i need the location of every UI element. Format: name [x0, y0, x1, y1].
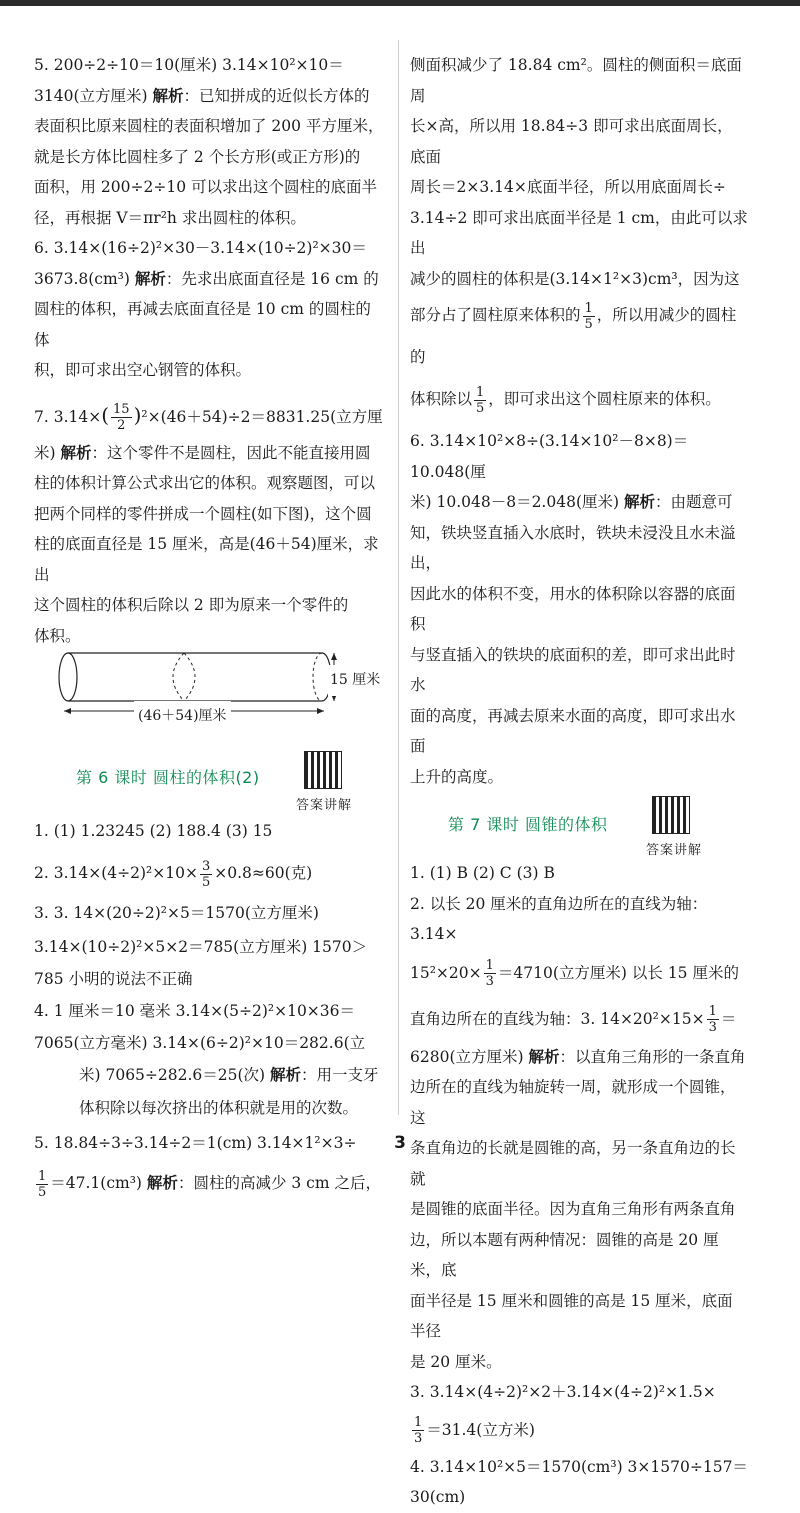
- answer-6: [410, 426, 748, 792]
- column-divider: [398, 40, 399, 1115]
- text-line: 30(cm): [410, 1488, 466, 1506]
- text-line: 3. 3.14×(4÷2)²×2＋3.14×(4÷2)²×1.5×: [410, 1383, 716, 1401]
- qr-code-icon[interactable]: [652, 796, 690, 834]
- text-line: 积，即可求出空心钢管的体积。: [34, 361, 252, 379]
- text-line: 与竖直插入的铁块的底面积的差，即可求出此时水: [410, 645, 736, 694]
- text-line: 周长＝2×3.14×底面半径，所以用底面周长÷: [410, 178, 726, 196]
- text-line: 1. (1) 1.23245 (2) 188.4 (3) 15: [34, 822, 273, 840]
- text-line: 部分占了圆柱原来体积的 $\frac{1}{5}$ ，所以用减少的圆柱的: [410, 300, 737, 366]
- text-line: 侧面积减少了 18.84 cm²。圆柱的侧面积＝底面周: [410, 56, 742, 105]
- answer-5-continued: [410, 50, 748, 420]
- text-line: 3673.8(cm³) 解析：先求出底面直径是 16 cm 的: [34, 269, 379, 288]
- page-number: 3: [394, 1133, 406, 1153]
- section-7-header: [410, 794, 748, 856]
- text-line: 4. 1 厘米＝10 毫米 3.14×(5÷2)²×10×36＝: [34, 1002, 356, 1020]
- text-line: 米) 10.048－8＝2.048(厘米) 解析：由题意可: [410, 493, 733, 511]
- text-line: 15²×20× $\frac{1}{3}$ ＝4710(立方厘米) 以长 15 厘米的: [410, 958, 739, 989]
- qr-label: 答案讲解: [296, 798, 353, 813]
- text-line: 柱的体积计算公式求出它的体积。观察题图，可以: [34, 474, 376, 492]
- height-label: 15 厘米: [328, 665, 382, 696]
- text-line: 6. 3.14×(16÷2)²×30－3.14×(10÷2)²×30＝: [34, 239, 367, 257]
- text-line: 体积除以每次挤出的体积就是用的次数。: [79, 1099, 359, 1117]
- text-line: 4. 3.14×10²×5＝1570(cm³) 3×1570÷157＝: [410, 1457, 748, 1476]
- fraction: $\frac{15}{2}$: [113, 402, 130, 433]
- text-line: 5. 200÷2÷10＝10(厘米) 3.14×10²×10＝: [34, 56, 344, 74]
- text-line: 边，所以本题有两种情况：圆锥的高是 20 厘米，底: [410, 1230, 719, 1279]
- text-line: 径，再根据 V＝πr²h 求出圆柱的体积。: [34, 208, 306, 227]
- text-line: 表面积比原来圆柱的表面积增加了 200 平方厘米，: [34, 117, 384, 135]
- text-line: 这个圆柱的体积后除以 2 即为原来一个零件的: [34, 596, 349, 614]
- text-line: 就是长方体比圆柱多了 2 个长方形(或正方形)的: [34, 147, 361, 166]
- text-line: 5. 18.84÷3÷3.14÷2＝1(cm) 3.14×1²×3÷: [34, 1134, 357, 1152]
- fraction: $\frac{1}{3}$: [485, 958, 494, 989]
- text-line: 减少的圆柱的体积是(3.14×1²×3)cm³，因为这: [410, 269, 740, 288]
- text-line: 条直角边的长就是圆锥的高，另一条直角边的长就: [410, 1139, 736, 1188]
- text-line: 米) 7065÷282.6＝25(次) 解析：用一支牙: [79, 1066, 379, 1084]
- text-line: 把两个同样的零件拼成一个圆柱(如下图)，这个圆: [34, 504, 372, 523]
- text-line: 面半径是 15 厘米和圆锥的高是 15 厘米，底面半径: [410, 1291, 733, 1340]
- text-line: 3. 3. 14×(20÷2)²×5＝1570(立方厘米): [34, 904, 319, 922]
- text-line: 直角边所在的直线为轴：3. 14×20²×15× $\frac{1}{3}$ ＝: [410, 1004, 737, 1035]
- text-line: 面积，用 200÷2÷10 可以求出这个圆柱的底面半: [34, 178, 377, 196]
- length-label: (46＋54)厘米: [134, 701, 231, 732]
- text-line: 面的高度，再减去原来水面的高度，即可求出水面: [410, 706, 736, 755]
- section-title: 第 6 课时 圆柱的体积(2): [76, 768, 260, 787]
- left-column: [34, 50, 386, 1205]
- cylinder-diagram: [34, 651, 386, 741]
- text-line: $\frac{1}{3}$ ＝31.4(立方米): [414, 1415, 535, 1446]
- text-line: 785 小明的说法不正确: [34, 970, 193, 988]
- fraction: $\frac{1}{3}$: [414, 1415, 423, 1446]
- text-line: 体积除以 $\frac{1}{5}$ ，即可求出这个圆柱原来的体积。: [410, 384, 721, 416]
- text-line: $\frac{1}{5}$ ＝47.1(cm³) 解析：圆柱的高减少 3 cm 之后，: [38, 1168, 381, 1200]
- text-line: 是圆锥的底面半径。因为直角三角形有两条直角: [410, 1200, 736, 1218]
- answer-5: [34, 50, 386, 233]
- text-line: 1. (1) B (2) C (3) B: [410, 864, 555, 882]
- section-6-header: [34, 747, 386, 813]
- text-line: 3140(立方厘米) 解析：已知拼成的近似长方体的: [34, 86, 370, 105]
- text-line: 体积。: [34, 626, 81, 645]
- fraction: $\frac{1}{5}$: [38, 1168, 47, 1200]
- answer-6: [34, 233, 386, 386]
- right-column: [410, 50, 748, 1513]
- section-title: 第 7 课时 圆锥的体积: [448, 815, 608, 834]
- fraction: $\frac{1}{3}$: [708, 1004, 717, 1035]
- text-line: 2. 3.14×(4÷2)²×10× $\frac{3}{5}$ ×0.8≈60(克): [34, 858, 313, 890]
- text-line: 7. 3.14×( $\frac{15}{2}$ )²×(46＋54)÷2＝8831.25(立方厘: [34, 402, 383, 433]
- text-line: 上升的高度。: [410, 767, 504, 786]
- text-line: 知，铁块竖直插入水底时，铁块未浸没且水未溢出，: [410, 523, 736, 572]
- fraction: $\frac{1}{5}$: [476, 384, 485, 416]
- answer-7: [34, 394, 386, 652]
- text-line: 因此水的体积不变，用水的体积除以容器的底面积: [410, 584, 736, 633]
- text-line: 6280(立方厘米) 解析：以直角三角形的一条直角: [410, 1047, 746, 1066]
- section-7-answers: [410, 858, 748, 1513]
- text-line: 7065(立方毫米) 3.14×(6÷2)²×10＝282.6(立: [34, 1034, 366, 1052]
- text-line: 3.14÷2 即可求出底面半径是 1 cm，由此可以求出: [410, 208, 748, 257]
- qr-label: 答案讲解: [646, 843, 703, 858]
- text-line: 边所在的直线为轴旋转一周，就形成一个圆锥，这: [410, 1078, 736, 1127]
- text-line: 2. 以长 20 厘米的直角边所在的直线为轴：3.14×: [410, 894, 708, 943]
- fraction: $\frac{3}{5}$: [201, 858, 211, 890]
- qr-code-icon[interactable]: [304, 751, 342, 789]
- text-line: 6. 3.14×10²×8÷(3.14×10²－8×8)＝10.048(厘: [410, 432, 689, 481]
- text-line: 米) 解析：这个零件不是圆柱，因此不能直接用圆: [34, 443, 371, 462]
- text-line: 长×高，所以用 18.84÷3 即可求出底面周长，底面: [410, 117, 733, 166]
- text-line: 圆柱的体积，再减去底面直径是 10 cm 的圆柱的体: [34, 300, 371, 349]
- text-line: 3.14×(10÷2)²×5×2＝785(立方厘米) 1570＞: [34, 938, 368, 956]
- fraction: $\frac{1}{5}$: [584, 300, 593, 332]
- text-line: 柱的底面直径是 15 厘米，高是(46＋54)厘米，求出: [34, 535, 379, 584]
- top-edge: [0, 0, 800, 6]
- text-line: 是 20 厘米。: [410, 1352, 502, 1371]
